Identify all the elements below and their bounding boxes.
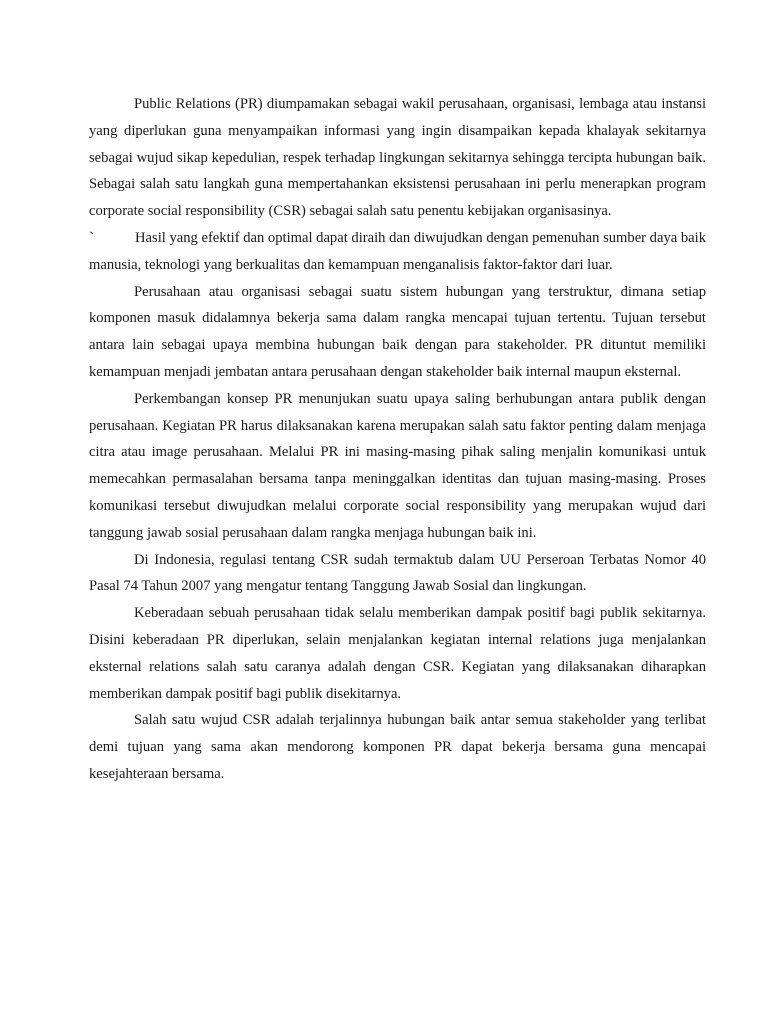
paragraph-7: Salah satu wujud CSR adalah terjalinnya hubungan baik antar semua stakeholder yang terlibat demi tujuan yang sama akan mendorong komponen PR dapat bekerja bersama guna mencapai kesejahteraan bersama. bbox=[89, 712, 706, 782]
paragraph-1: Public Relations (PR) diumpamakan sebagai wakil perusahaan, organisasi, lembaga atau instansi yang diperlukan guna menyampaikan informasi yang ingin disampaikan kepada khalayak sekitarnya sebagai wujud sikap kepedulian, respek terhadap lingkungan sekitarnya sehingga tercipta hubungan baik. Sebagai salah satu langkah guna mempertahankan eksistensi perusahaan ini perlu menerapkan program corporate social responsibility (CSR) sebagai salah satu penentu kebijakan organisasinya. bbox=[89, 96, 706, 220]
paragraph-5: Di Indonesia, regulasi tentang CSR sudah termaktub dalam UU Perseroan Terbatas Nomor 40 Pasal 74 Tahun 2007 yang mengatur tentang Tanggung Jawab Sosial dan lingkungan. bbox=[89, 551, 706, 595]
paragraph-3: Perusahaan atau organisasi sebagai suatu sistem hubungan yang terstruktur, dimana setiap komponen masuk didalamnya bekerja sama dalam rangka mencapai tujuan tertentu. Tujuan tersebut antara lain sebagai upaya membina hubungan baik dengan para stakeholder. PR dituntut memiliki kemampuan menjadi jembatan antara perusahaan dengan stakeholder baik internal maupun eksternal. bbox=[89, 283, 706, 380]
paragraph-6: Keberadaan sebuah perusahaan tidak selalu memberikan dampak positif bagi publik sekitarnya. Disini keberadaan PR diperlukan, selain menjalankan kegiatan internal relations juga menjalankan eksternal relations salah satu caranya adalah dengan CSR. Kegiatan yang dilaksanakan diharapkan memberikan dampak positif bagi publik disekitarnya. bbox=[89, 605, 706, 702]
paragraph-4: Perkembangan konsep PR menunjukan suatu upaya saling berhubungan antara publik dengan perusahaan. Kegiatan PR harus dilaksanakan karena merupakan salah satu faktor penting dalam menjaga citra atau image perusahaan. Melalui PR ini masing-masing pihak saling menjalin komunikasi untuk memecahkan permasalahan bersama tanpa meninggalkan identitas dan tujuan masing-masing. Proses komunikasi tersebut diwujudkan melalui corporate social responsibility yang merupakan wujud dari tanggung jawab sosial perusahaan dalam rangka menjaga hubungan baik ini. bbox=[89, 390, 706, 541]
paragraph-2-text: Hasil yang efektif dan optimal dapat diraih dan diwujudkan dengan pemenuhan sumber daya baik manusia, teknologi yang berkualitas dan kemampuan menganalisis faktor-faktor dari luar. bbox=[89, 229, 707, 273]
paragraph-2 bbox=[89, 225, 706, 279]
stray-backtick-mark: ` bbox=[89, 229, 94, 246]
document-body bbox=[89, 91, 706, 788]
